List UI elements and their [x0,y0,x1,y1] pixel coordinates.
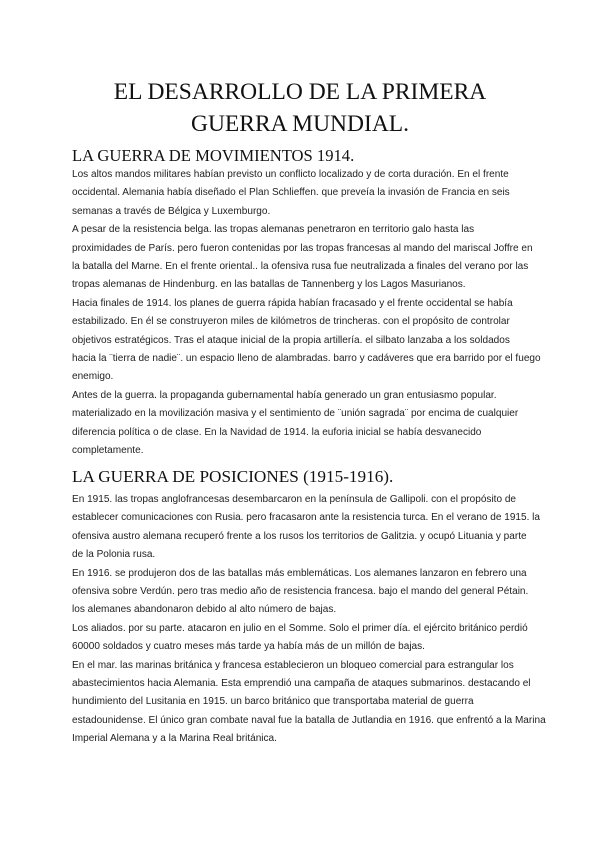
text-line: ofensiva austro alemana recuperó frente a los rusos los territorios de Galitzia. y ocupó Lituania y parte [72,530,527,542]
text-line: ofensiva sobre Verdún. pero tras medio año de resistencia francesa. bajo el mando del general Pétain. [72,586,529,598]
text-line: En 1915. las tropas anglofrancesas desembarcaron en la península de Gallipoli. con el propósito de [72,494,517,505]
text-line: materializado en la movilización masiva y el sentimiento de ¨unión sagrada¨ por encima de cualquier [72,408,519,420]
text-line: Imperial Alemana y a la Marina Real británica. [72,733,277,745]
text-line: abastecimientos hacia Alemania. Esta emprendió una campaña de ataques submarinos. destacando el [72,678,531,690]
text-line: hundimiento del Lusitania en 1915. un barco británico que transportaba material de guerra [72,696,474,708]
title-line-1: EL DESARROLLO DE LA PRIMERA [113,79,487,105]
text-line: Antes de la guerra. la propaganda gubernamental había generado un gran entusiasmo popular. [72,389,497,401]
section-body-posiciones [72,491,546,749]
text-line: tropas alemanas de Hindenburg. en las batallas de Tannenberg y los Lagos Masurianos. [72,279,466,291]
text-line: Los altos mandos militares habían previsto un conflicto localizado y de corta duración. En el frente [72,169,509,180]
section-heading-movimientos: LA GUERRA DE MOVIMIENTOS 1914. [72,146,355,165]
text-line: Los aliados. por su parte. atacaron en julio en el Somme. Solo el primer día. el ejército británico perdió [72,622,528,634]
text-line: estadounidense. El único gran combate naval fue la batalla de Jutlandia en 1916. que enfrentó a la Marina [72,714,546,726]
section-body-movimientos [72,166,540,461]
text-line: En 1916. se produjeron dos de las batallas más emblemáticas. Los alemanes lanzaron en febrero una [72,567,527,579]
text-line: de la Polonia rusa. [72,549,156,561]
text-line: A pesar de la resistencia belga. las tropas alemanas penetraron en territorio galo hasta las [72,224,475,236]
text-line: proximidades de París. pero fueron contenidas por las tropas francesas al mando del mariscal Joffre en [72,242,533,254]
text-line: semanas a través de Bélgica y Luxemburgo. [72,205,271,217]
title-line-2: GUERRA MUNDIAL. [190,111,410,137]
text-line: En el mar. las marinas británica y francesa establecieron un bloqueo comercial para estrangular los [72,659,514,671]
document-title [60,76,540,140]
text-line: 60000 soldados y cuatro meses más tarde ya había más de un millón de bajas. [72,641,425,653]
text-line: Hacia finales de 1914. los planes de guerra rápida habían fracasado y el frente occidental se había [72,297,513,309]
text-line: establecer comunicaciones con Rusia. pero fracasaron ante la resistencia turca. En el verano de 1915. la [72,512,541,524]
text-line: hacia la ¨tierra de nadie¨. un espacio lleno de alambradas. barro y cadáveres que era barrido por el fuego [72,353,541,365]
text-line: completamente. [72,445,144,457]
text-line: los alemanes abandonaron debido al alto número de bajas. [72,604,337,616]
text-line: estabilizado. En él se construyeron miles de kilómetros de trincheras. con el propósito de controlar [72,316,510,328]
text-line: objetivos estratégicos. Tras el ataque inicial de la propia artillería. el silbato lanzaba a los soldados [72,334,510,346]
text-line: la batalla del Marne. En el frente oriental.. la ofensiva rusa fue neutralizada a finales del verano por las [72,261,529,273]
text-line: diferencia política o de clase. En la Navidad de 1914. la euforia inicial se había desvanecido [72,426,482,438]
section-heading-posiciones: LA GUERRA DE POSICIONES (1915-1916). [72,467,394,486]
text-line: enemigo. [72,371,114,383]
text-line: occidental. Alemania había diseñado el Plan Schlieffen. que preveía la invasión de Francia en seis [72,187,510,199]
